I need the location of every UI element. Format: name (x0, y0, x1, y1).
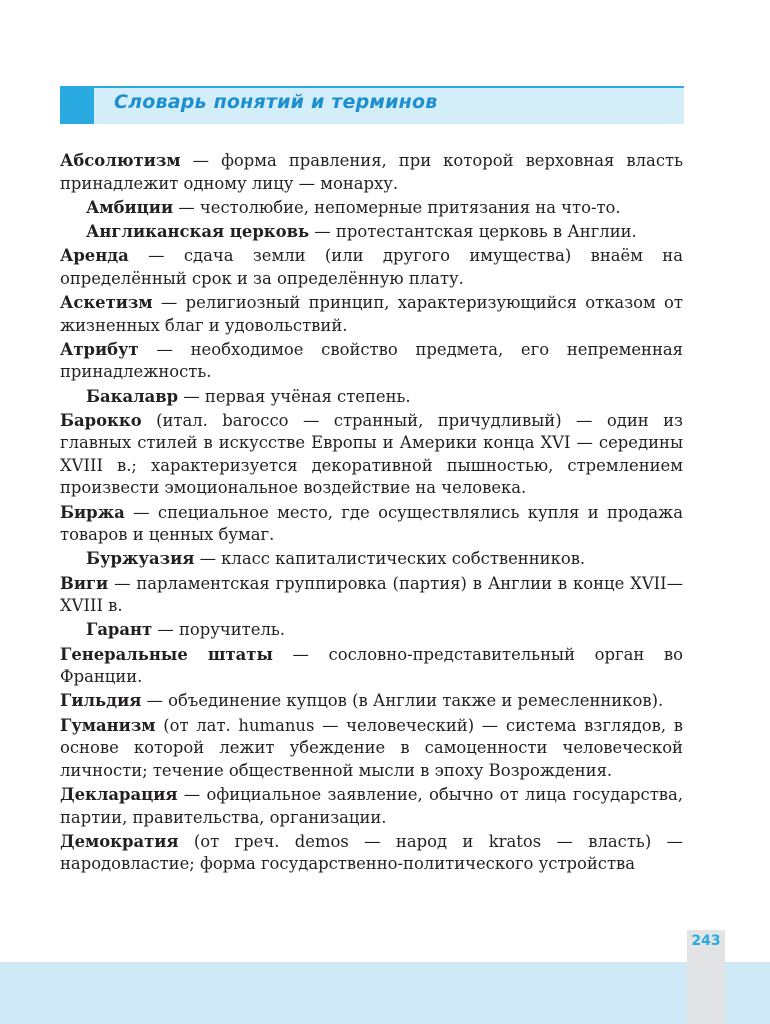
glossary-term: Биржа (60, 502, 125, 522)
footer-band (0, 962, 770, 1024)
glossary-term: Аскетизм (60, 292, 153, 312)
page-number: 243 (691, 933, 721, 949)
glossary-definition: — протестантская церковь в Англии. (309, 221, 637, 241)
page-title: Словарь понятий и терминов (114, 91, 438, 113)
glossary-definition: — необходимое свойство предмета, его непременная принадлежность. (60, 339, 683, 382)
glossary-definition: — официальное заявление, обычно от лица государства, партии, правительства, организации. (60, 784, 683, 827)
glossary-definition: (от лат. humanus — человеческий) — система взглядов, в основе которой лежит убеждение в самоценности человеческой личности; течение общественной мысли в эпоху Возрождения. (60, 715, 683, 780)
glossary-definition: — первая учёная степень. (178, 386, 411, 406)
glossary-definition: (от греч. demos — народ и kratos — власть) — народовластие; форма государственно-политического устройства (60, 831, 683, 874)
glossary-entry (60, 784, 683, 829)
glossary-entry (86, 221, 683, 244)
glossary-definition: — специальное место, где осуществлялись купля и продажа товаров и ценных бумаг. (60, 502, 683, 545)
glossary-entry (60, 502, 683, 547)
glossary-term: Абсолютизм (60, 151, 181, 170)
glossary-term: Декларация (60, 784, 178, 804)
glossary-entry (60, 339, 683, 384)
glossary-definition: (итал. barocco — странный, причудливый) — один из главных стилей в искусстве Европы и Америки конца XVI — середины XVIII в.; характеризуется декоративной пышностью, стремлением произвести эмоциональное воздействие на человека. (60, 410, 683, 498)
glossary-definition: — парламентская группировка (партия) в Англии в конце XVII—XVIII в. (60, 573, 683, 616)
glossary-definition: — класс капиталистических собственников. (194, 549, 586, 569)
glossary-definition: — форма правления, при которой верховная власть принадлежит одному лицу — монарху. (60, 151, 683, 193)
glossary-entry (60, 831, 683, 876)
glossary-entry (60, 690, 683, 713)
glossary-definition: — религиозный принцип, характеризующийся отказом от жизненных благ и удовольствий. (60, 292, 683, 335)
glossary-term: Демократия (60, 831, 179, 851)
glossary-term: Гильдия (60, 691, 142, 711)
glossary-entry (60, 292, 683, 337)
glossary-term: Буржуазия (86, 549, 195, 569)
glossary-term: Барокко (60, 410, 142, 430)
glossary-entry (60, 150, 683, 195)
glossary-definition: — объединение купцов (в Англии также и ремесленников). (141, 691, 664, 711)
glossary-definition: — честолюбие, непомерные притязания на что-то. (173, 197, 621, 217)
glossary-definition: — сдача земли (или другого имущества) внаём на определённый срок и за определённую плату. (60, 246, 683, 288)
glossary-entry (86, 619, 683, 642)
glossary-term: Гуманизм (60, 715, 156, 735)
glossary-term: Виги (60, 573, 109, 593)
glossary-term: Аренда (60, 246, 129, 266)
glossary-entry (60, 715, 683, 783)
glossary-entry (86, 197, 683, 220)
glossary-content (60, 150, 683, 878)
glossary-term: Бакалавр (86, 386, 179, 406)
glossary-term: Англиканская церковь (86, 221, 310, 241)
glossary-definition: — поручитель. (152, 620, 285, 640)
glossary-entry (86, 386, 683, 409)
glossary-entry (60, 573, 683, 618)
glossary-entry (60, 644, 683, 689)
glossary-term: Генеральные штаты (60, 644, 273, 664)
glossary-term: Гарант (86, 620, 153, 640)
glossary-definition: — сословно-представительный орган во Франции. (60, 644, 683, 687)
glossary-term: Атрибут (60, 339, 139, 359)
glossary-term: Амбиции (86, 197, 174, 217)
section-header-accent (60, 86, 94, 124)
glossary-entry (60, 410, 683, 500)
glossary-entry (86, 548, 683, 571)
glossary-entry (60, 245, 683, 290)
